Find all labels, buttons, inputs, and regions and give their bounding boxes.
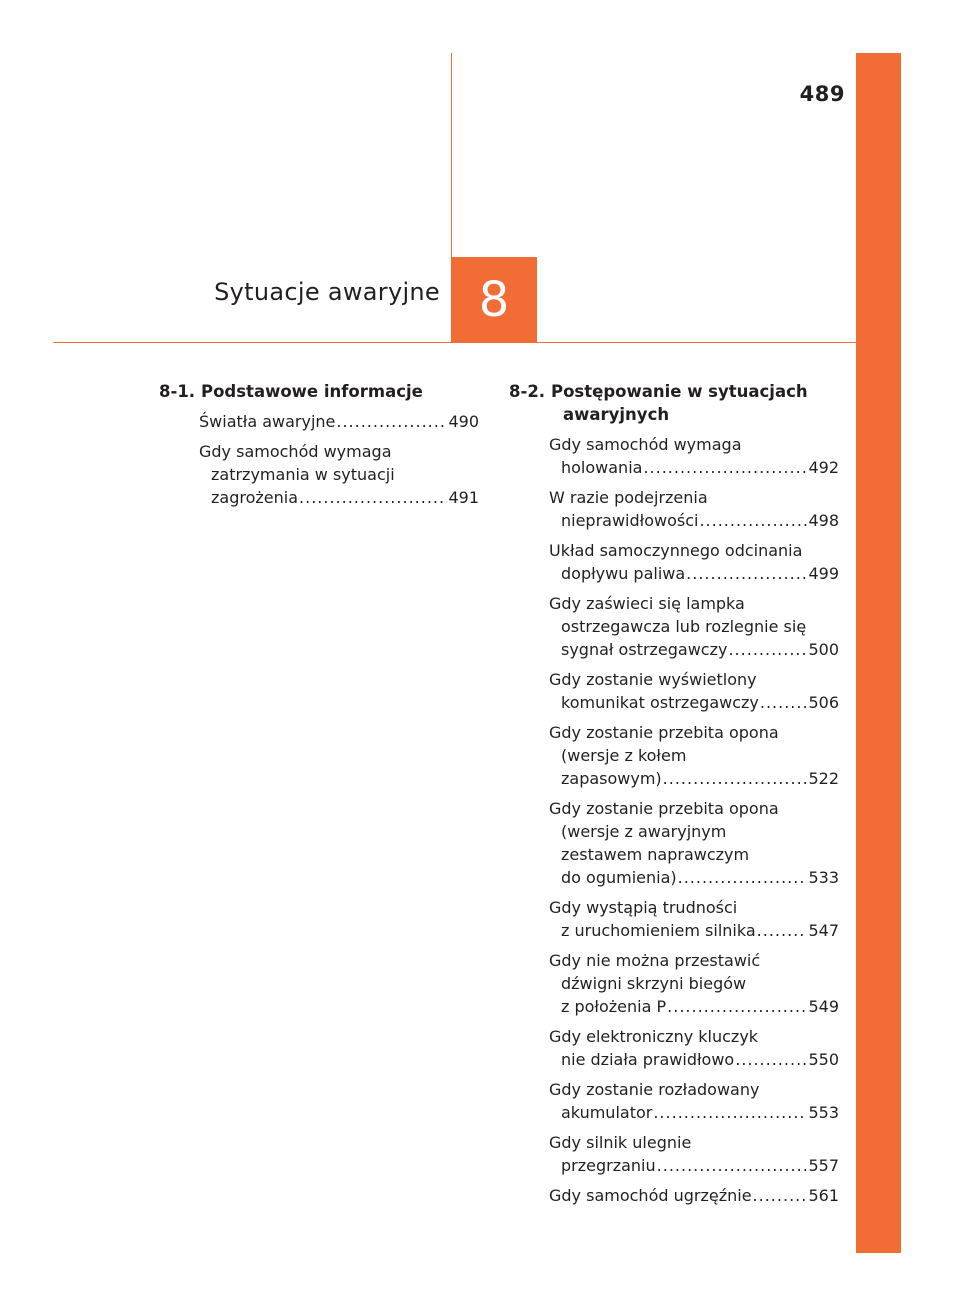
toc-page-number: 533 xyxy=(808,868,839,887)
toc-entry[interactable] xyxy=(199,440,479,509)
section-number: 8-1. xyxy=(159,382,196,401)
toc-page-number: 553 xyxy=(808,1103,839,1122)
toc-entry-line: Układ samoczynnego odcinania xyxy=(549,541,803,560)
toc-entry-line: Gdy zostanie rozładowany xyxy=(549,1080,760,1099)
toc-page-number: 522 xyxy=(808,769,839,788)
toc-entry-text: Gdy samochód ugrzęźnie xyxy=(549,1186,752,1205)
chapter-title: Sytuacje awaryjne xyxy=(214,278,440,306)
toc-entry-text: nie działa prawidłowo xyxy=(561,1050,735,1069)
toc-entry-text: do ogumienia) xyxy=(561,868,677,887)
toc-entry[interactable] xyxy=(199,410,479,433)
toc-entry-text: z położenia P xyxy=(561,997,667,1016)
toc-page-number: 547 xyxy=(808,921,839,940)
section-heading xyxy=(509,380,839,426)
toc-entry-line: zatrzymania w sytuacji xyxy=(211,465,395,484)
toc-entry-line: Gdy wystąpią trudności xyxy=(549,898,738,917)
dot-leader xyxy=(699,509,807,532)
toc-entry[interactable] xyxy=(549,668,839,714)
toc-entry-leader-line xyxy=(549,995,839,1018)
toc-entry-text: zapasowym) xyxy=(561,769,662,788)
dot-leader xyxy=(678,866,808,889)
toc-entry-text: zagrożenia xyxy=(211,488,299,507)
header-vertical-rule xyxy=(451,53,452,257)
toc-page-number: 549 xyxy=(808,997,839,1016)
chapter-number: 8 xyxy=(478,272,510,328)
toc-entry[interactable] xyxy=(549,592,839,661)
toc-entry-leader-line xyxy=(549,562,839,585)
toc-entry-text: przegrzaniu xyxy=(561,1156,656,1175)
toc-page-number: 499 xyxy=(808,564,839,583)
chapter-number-box xyxy=(451,257,537,343)
dot-leader xyxy=(760,691,808,714)
toc-page-number: 490 xyxy=(448,412,479,431)
toc-page-number: 561 xyxy=(808,1186,839,1205)
chapter-side-tab xyxy=(856,53,901,1253)
page-number: 489 xyxy=(799,82,845,106)
toc-entry-line: W razie podejrzenia xyxy=(549,488,708,507)
toc-entry-line: Gdy zostanie przebita opona xyxy=(549,799,779,818)
dot-leader xyxy=(643,456,807,479)
toc-entry-text: komunikat ostrzegawczy xyxy=(561,693,759,712)
dot-leader xyxy=(757,919,808,942)
toc-entry-text: sygnał ostrzegawczy xyxy=(561,640,728,659)
toc-entry-leader-line xyxy=(549,691,839,714)
toc-entry-leader-line xyxy=(199,486,479,509)
section-title-line: Postępowanie w sytuacjach xyxy=(551,382,808,401)
toc-entry-leader-line xyxy=(549,767,839,790)
toc-entry-leader-line xyxy=(549,638,839,661)
toc-entry-leader-line xyxy=(549,919,839,942)
toc-entry[interactable] xyxy=(549,721,839,790)
dot-leader xyxy=(735,1048,807,1071)
toc-entry-line: Gdy nie można przestawić xyxy=(549,951,761,970)
toc-entry[interactable] xyxy=(549,1131,839,1177)
dot-leader xyxy=(299,486,447,509)
toc-entry[interactable] xyxy=(549,433,839,479)
toc-page-number: 550 xyxy=(808,1050,839,1069)
toc-entry-line: Gdy samochód wymaga xyxy=(549,435,742,454)
toc-entry-text: holowania xyxy=(561,458,643,477)
toc-entry[interactable] xyxy=(549,896,839,942)
section-title-line: awaryjnych xyxy=(563,405,670,424)
dot-leader xyxy=(336,410,447,433)
toc-entry-line: Gdy silnik ulegnie xyxy=(549,1133,692,1152)
toc-entry-line: dźwigni skrzyni biegów xyxy=(561,974,747,993)
toc-entry[interactable] xyxy=(549,1184,839,1207)
toc-entry-leader-line xyxy=(549,509,839,532)
dot-leader xyxy=(686,562,807,585)
toc-entry-leader-line xyxy=(549,866,839,889)
dot-leader xyxy=(728,638,807,661)
toc-entry-leader-line xyxy=(549,1184,839,1207)
toc-entry[interactable] xyxy=(549,1078,839,1124)
toc-entry-leader-line xyxy=(549,456,839,479)
toc-entry-leader-line xyxy=(549,1154,839,1177)
toc-entry-text: nieprawidłowości xyxy=(561,511,699,530)
toc-entry-line: (wersje z awaryjnym xyxy=(561,822,727,841)
dot-leader xyxy=(653,1101,807,1124)
toc-entry-leader-line xyxy=(199,410,479,433)
toc-entry-text: Światła awaryjne xyxy=(199,412,336,431)
dot-leader xyxy=(663,767,808,790)
toc-entry-line: Gdy samochód wymaga xyxy=(199,442,392,461)
toc-entry[interactable] xyxy=(549,1025,839,1071)
toc-entry-text: akumulator xyxy=(561,1103,653,1122)
toc-entry-leader-line xyxy=(549,1048,839,1071)
dot-leader xyxy=(667,995,807,1018)
toc-entry-line: Gdy zostanie wyświetlony xyxy=(549,670,757,689)
toc-entry-line: Gdy zaświeci się lampka xyxy=(549,594,745,613)
toc-page-number: 506 xyxy=(808,693,839,712)
toc-section-8-2 xyxy=(509,380,839,1207)
dot-leader xyxy=(657,1154,808,1177)
toc-entry[interactable] xyxy=(549,539,839,585)
toc-section-8-1 xyxy=(159,380,479,509)
toc-entry-leader-line xyxy=(549,1101,839,1124)
toc-entry-line: Gdy elektroniczny kluczyk xyxy=(549,1027,759,1046)
toc-page-number: 491 xyxy=(448,488,479,507)
section-heading xyxy=(159,380,479,403)
section-title xyxy=(551,380,839,426)
toc-entry[interactable] xyxy=(549,949,839,1018)
toc-entry-line: zestawem naprawczym xyxy=(561,845,750,864)
toc-entry-line: (wersje z kołem xyxy=(561,746,687,765)
dot-leader xyxy=(753,1184,808,1207)
toc-entry-text: z uruchomieniem silnika xyxy=(561,921,756,940)
toc-entry[interactable] xyxy=(549,486,839,532)
toc-entry-line: ostrzegawcza lub rozlegnie się xyxy=(561,617,807,636)
section-number: 8-2. xyxy=(509,382,546,401)
toc-entry-line: Gdy zostanie przebita opona xyxy=(549,723,779,742)
section-title-line: Podstawowe informacje xyxy=(201,382,423,401)
toc-entry-text: dopływu paliwa xyxy=(561,564,686,583)
toc-page-number: 557 xyxy=(808,1156,839,1175)
toc-page-number: 498 xyxy=(808,511,839,530)
toc-page-number: 500 xyxy=(808,640,839,659)
toc-page-number: 492 xyxy=(808,458,839,477)
toc-entry[interactable] xyxy=(549,797,839,889)
section-title xyxy=(201,380,479,403)
